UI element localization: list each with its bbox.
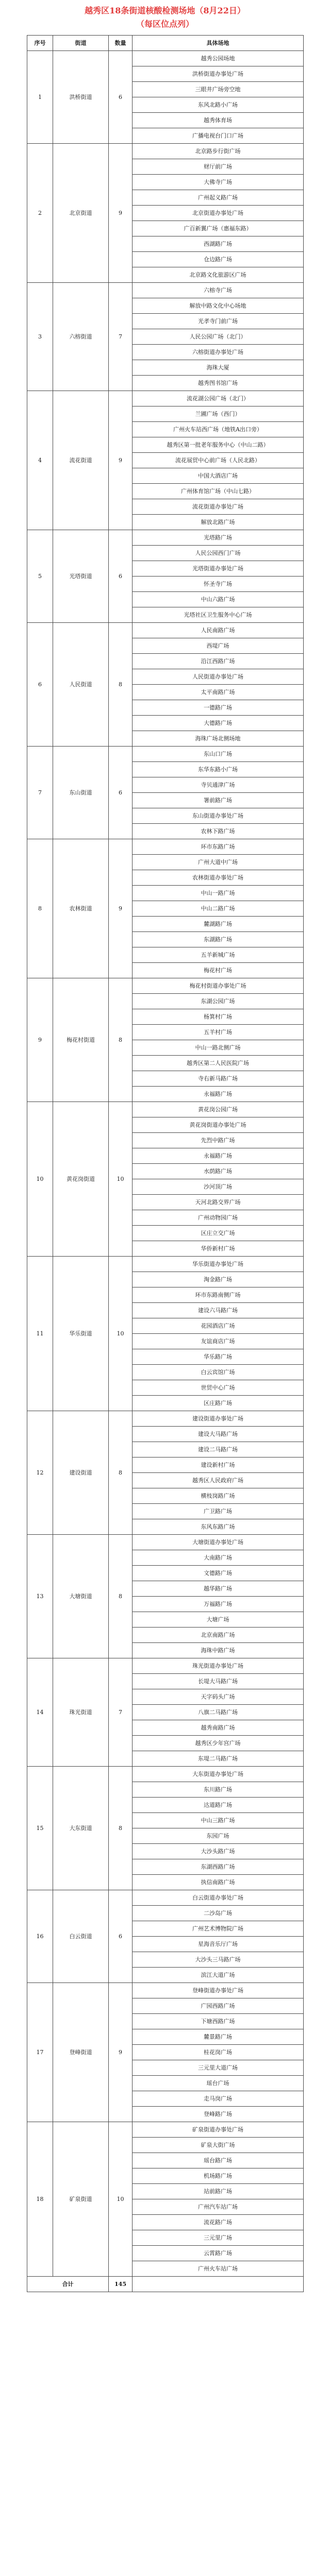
site-cell: 光塔路广场 xyxy=(133,530,304,546)
street-seq: 9 xyxy=(27,978,53,1102)
site-cell: 广州起义路广场 xyxy=(133,190,304,206)
site-cell: 光孝寺门前广场 xyxy=(133,314,304,329)
site-cell: 广州火车站西广场（地铁A出口旁） xyxy=(133,422,304,437)
total-site-cell xyxy=(133,2277,304,2292)
table-row xyxy=(27,747,304,762)
street-name: 人民街道 xyxy=(53,623,109,747)
street-site-count: 8 xyxy=(109,623,133,747)
site-cell: 执信南路广场 xyxy=(133,1875,304,1890)
site-cell: 白云宾馆广场 xyxy=(133,1365,304,1380)
site-cell: 一德路广场 xyxy=(133,700,304,716)
street-site-count: 7 xyxy=(109,283,133,391)
site-cell: 桂花岗广场 xyxy=(133,2045,304,2060)
site-cell: 流花湖公园广场（北门） xyxy=(133,391,304,406)
table-row xyxy=(27,2122,304,2138)
street-seq: 3 xyxy=(27,283,53,391)
street-seq: 11 xyxy=(27,1257,53,1411)
total-label: 合计 xyxy=(27,2277,109,2292)
site-cell: 广州大道中广场 xyxy=(133,855,304,870)
site-cell: 天字码头广场 xyxy=(133,1689,304,1705)
site-cell: 仓边路广场 xyxy=(133,252,304,267)
site-cell: 东华东路小广场 xyxy=(133,762,304,777)
table-row xyxy=(27,283,304,298)
site-cell: 梅花村街道办事处广场 xyxy=(133,978,304,994)
site-cell: 海珠广场北侧场地 xyxy=(133,731,304,747)
site-cell: 农林下路广场 xyxy=(133,824,304,839)
site-cell: 杨箕村广场 xyxy=(133,1009,304,1025)
site-cell: 瑶台广场 xyxy=(133,2076,304,2091)
site-cell: 广州动物园广场 xyxy=(133,1210,304,1226)
site-cell: 建设二马路广场 xyxy=(133,1442,304,1458)
site-cell: 人民公园广场（北门） xyxy=(133,329,304,345)
street-site-count: 10 xyxy=(109,1102,133,1257)
table-row xyxy=(27,51,304,66)
site-cell: 永福路广场 xyxy=(133,1148,304,1164)
site-cell: 兰圃广场（西门） xyxy=(133,406,304,422)
street-seq: 2 xyxy=(27,144,53,283)
site-cell: 流花街道办事处广场 xyxy=(133,499,304,515)
site-cell: 环市东路南侧广场 xyxy=(133,1287,304,1303)
site-cell: 太平南路广场 xyxy=(133,685,304,700)
table-row xyxy=(27,978,304,994)
street-seq: 6 xyxy=(27,623,53,747)
site-cell: 六榕街道办事处广场 xyxy=(133,345,304,360)
table-row xyxy=(27,1102,304,1117)
site-cell: 中山一路北侧广场 xyxy=(133,1040,304,1056)
site-cell: 寺右新马路广场 xyxy=(133,1071,304,1087)
site-cell: 水荫路广场 xyxy=(133,1164,304,1179)
site-cell: 大塘街道办事处广场 xyxy=(133,1535,304,1550)
site-cell: 建设新村广场 xyxy=(133,1458,304,1473)
street-site-count: 8 xyxy=(109,1767,133,1890)
site-cell: 文德路广场 xyxy=(133,1566,304,1581)
site-cell: 海珠大厦 xyxy=(133,360,304,376)
header-street: 街道 xyxy=(53,36,109,51)
site-cell: 广州火车站广场 xyxy=(133,2261,304,2277)
total-count: 145 xyxy=(109,2277,133,2292)
site-cell: 五羊村广场 xyxy=(133,1025,304,1040)
site-cell: 西湖路广场 xyxy=(133,236,304,252)
site-cell: 大南路广场 xyxy=(133,1550,304,1566)
page-title: 越秀区18条街道核酸检测场地（8月22日） xyxy=(85,6,245,15)
street-name: 矿泉街道 xyxy=(53,2122,109,2277)
site-cell: 淘金路广场 xyxy=(133,1272,304,1287)
site-cell: 五羊新城广场 xyxy=(133,947,304,963)
site-cell: 东堤二马路广场 xyxy=(133,1751,304,1767)
site-cell: 大塘广场 xyxy=(133,1612,304,1628)
site-cell: 洪桥街道办事处广场 xyxy=(133,66,304,82)
site-cell: 大东街道办事处广场 xyxy=(133,1767,304,1782)
site-cell: 中山二路广场 xyxy=(133,901,304,917)
street-name: 梅花村街道 xyxy=(53,978,109,1102)
table-row xyxy=(27,1535,304,1550)
site-cell: 流花展贸中心前广场（人民北路） xyxy=(133,453,304,468)
street-site-count: 9 xyxy=(109,1983,133,2122)
site-cell: 人民南路广场 xyxy=(133,623,304,638)
street-seq: 16 xyxy=(27,1890,53,1983)
street-seq: 10 xyxy=(27,1102,53,1257)
site-cell: 东川路广场 xyxy=(133,1782,304,1798)
table-body xyxy=(27,51,304,2277)
site-cell: 广园西路广场 xyxy=(133,1998,304,2014)
total-row xyxy=(27,2277,304,2292)
street-site-count: 6 xyxy=(109,530,133,623)
street-seq: 14 xyxy=(27,1658,53,1767)
site-cell: 友谊商店广场 xyxy=(133,1334,304,1349)
table-row xyxy=(27,1411,304,1427)
site-cell: 大沙头三马路广场 xyxy=(133,1952,304,1968)
header-seq: 序号 xyxy=(27,36,53,51)
street-name: 光塔街道 xyxy=(53,530,109,623)
site-cell: 登峰路广场 xyxy=(133,2107,304,2122)
site-cell: 越秀体育场 xyxy=(133,113,304,128)
site-cell: 瑶台路广场 xyxy=(133,2153,304,2168)
site-cell: 建设大马路广场 xyxy=(133,1427,304,1442)
site-cell: 署前路广场 xyxy=(133,793,304,808)
site-cell: 东湖西路广场 xyxy=(133,1859,304,1875)
site-cell: 解放北路广场 xyxy=(133,515,304,530)
street-site-count: 9 xyxy=(109,391,133,530)
site-cell: 北京路步行街广场 xyxy=(133,144,304,159)
site-cell: 北京南路广场 xyxy=(133,1628,304,1643)
site-cell: 光塔街道办事处广场 xyxy=(133,561,304,577)
site-cell: 先烈中路广场 xyxy=(133,1133,304,1148)
site-cell: 矿泉街道办事处广场 xyxy=(133,2122,304,2138)
street-site-count: 10 xyxy=(109,2122,133,2277)
street-name: 珠光街道 xyxy=(53,1658,109,1767)
site-cell: 麓景路广场 xyxy=(133,2029,304,2045)
site-cell: 越秀区第二人民医院广场 xyxy=(133,1056,304,1071)
site-cell: 三眼井广场旁空地 xyxy=(133,82,304,97)
street-name: 洪桥街道 xyxy=(53,51,109,144)
site-cell: 麓湖路广场 xyxy=(133,917,304,932)
site-cell: 横枝岗路广场 xyxy=(133,1488,304,1504)
site-cell: 三元里大道广场 xyxy=(133,2060,304,2076)
site-cell: 区庄立交广场 xyxy=(133,1226,304,1241)
street-seq: 15 xyxy=(27,1767,53,1890)
street-seq: 17 xyxy=(27,1983,53,2122)
street-site-count: 9 xyxy=(109,144,133,283)
site-cell: 达道路广场 xyxy=(133,1798,304,1813)
site-cell: 星海音乐厅广场 xyxy=(133,1937,304,1952)
street-seq: 5 xyxy=(27,530,53,623)
street-site-count: 6 xyxy=(109,1890,133,1983)
site-cell: 华乐街道办事处广场 xyxy=(133,1257,304,1272)
site-cell: 越秀区第一批老年服务中心（中山二路） xyxy=(133,437,304,453)
street-name: 大东街道 xyxy=(53,1767,109,1890)
table-container xyxy=(27,35,303,2292)
site-cell: 花园酒店广场 xyxy=(133,1318,304,1334)
table-row xyxy=(27,1658,304,1674)
site-cell: 华乐路广场 xyxy=(133,1349,304,1365)
site-cell: 东湖公园广场 xyxy=(133,994,304,1009)
street-name: 白云街道 xyxy=(53,1890,109,1983)
table-row xyxy=(27,1257,304,1272)
street-seq: 1 xyxy=(27,51,53,144)
site-cell: 八旗二马路广场 xyxy=(133,1705,304,1720)
site-cell: 农林街道办事处广场 xyxy=(133,870,304,886)
site-cell: 黄花岗公园广场 xyxy=(133,1102,304,1117)
site-cell: 永福路广场 xyxy=(133,1087,304,1102)
site-cell: 东山口广场 xyxy=(133,747,304,762)
site-cell: 怀圣寺广场 xyxy=(133,577,304,592)
street-seq: 12 xyxy=(27,1411,53,1535)
site-cell: 中山一路广场 xyxy=(133,886,304,901)
site-cell: 世贸中心广场 xyxy=(133,1380,304,1396)
site-cell: 下塘西路广场 xyxy=(133,2014,304,2029)
site-cell: 东风北路小广场 xyxy=(133,97,304,113)
site-cell: 广卫路广场 xyxy=(133,1504,304,1519)
site-cell: 六榕寺广场 xyxy=(133,283,304,298)
header-count: 数量 xyxy=(109,36,133,51)
site-cell: 机场路广场 xyxy=(133,2168,304,2184)
street-name: 东山街道 xyxy=(53,747,109,839)
page-subtitle: （每区位点列） xyxy=(136,19,194,29)
site-cell: 广百新翼广场（惠福东路） xyxy=(133,221,304,236)
site-cell: 白云街道办事处广场 xyxy=(133,1890,304,1906)
site-cell: 解放中路文化中心场地 xyxy=(133,298,304,314)
street-name: 农林街道 xyxy=(53,839,109,978)
site-cell: 建设六马路广场 xyxy=(133,1303,304,1318)
site-cell: 中山六路广场 xyxy=(133,592,304,607)
table-row xyxy=(27,144,304,159)
street-site-count: 10 xyxy=(109,1257,133,1411)
street-site-count: 7 xyxy=(109,1658,133,1767)
site-cell: 环市东路广场 xyxy=(133,839,304,855)
site-cell: 广州汽车站广场 xyxy=(133,2199,304,2215)
table-row xyxy=(27,1890,304,1906)
site-cell: 越秀南路广场 xyxy=(133,1720,304,1736)
table-row xyxy=(27,530,304,546)
site-cell: 大德路广场 xyxy=(133,716,304,731)
street-seq: 4 xyxy=(27,391,53,530)
table-row xyxy=(27,623,304,638)
street-name: 华乐街道 xyxy=(53,1257,109,1411)
street-seq: 18 xyxy=(27,2122,53,2277)
site-cell: 北京路文化旅游区广场 xyxy=(133,267,304,283)
site-cell: 三元里广场 xyxy=(133,2230,304,2246)
site-cell: 越秀区少年宫广场 xyxy=(133,1736,304,1751)
site-cell: 越华路广场 xyxy=(133,1581,304,1597)
street-name: 黄花岗街道 xyxy=(53,1102,109,1257)
street-site-count: 6 xyxy=(109,747,133,839)
site-cell: 走马岗广场 xyxy=(133,2091,304,2107)
site-cell: 广州艺术博物院广场 xyxy=(133,1921,304,1937)
site-cell: 越秀图书馆广场 xyxy=(133,376,304,391)
table-row xyxy=(27,1983,304,1998)
street-name: 登峰街道 xyxy=(53,1983,109,2122)
site-cell: 华侨新村广场 xyxy=(133,1241,304,1257)
site-cell: 大佛寺广场 xyxy=(133,175,304,190)
site-cell: 人民街道办事处广场 xyxy=(133,669,304,685)
site-cell: 大沙头路广场 xyxy=(133,1844,304,1859)
site-cell: 广播电视台门口广场 xyxy=(133,128,304,144)
title-block xyxy=(0,4,330,31)
site-cell: 西堤广场 xyxy=(133,638,304,654)
site-cell: 东湖路广场 xyxy=(133,932,304,947)
table-row xyxy=(27,839,304,855)
street-name: 六榕街道 xyxy=(53,283,109,391)
site-cell: 东山街道办事处广场 xyxy=(133,808,304,824)
header-site: 具体场地 xyxy=(133,36,304,51)
site-cell: 东园广场 xyxy=(133,1828,304,1844)
site-cell: 越秀区人民政府广场 xyxy=(133,1473,304,1488)
table-row xyxy=(27,1767,304,1782)
site-cell: 中国大酒店广场 xyxy=(133,468,304,484)
street-site-count: 9 xyxy=(109,839,133,978)
table-row xyxy=(27,391,304,406)
site-cell: 长堤大马路广场 xyxy=(133,1674,304,1689)
street-site-count: 6 xyxy=(109,51,133,144)
street-seq: 7 xyxy=(27,747,53,839)
street-name: 流花街道 xyxy=(53,391,109,530)
site-cell: 珠光街道办事处广场 xyxy=(133,1658,304,1674)
street-site-count: 8 xyxy=(109,1535,133,1658)
site-cell: 建设街道办事处广场 xyxy=(133,1411,304,1427)
street-site-count: 8 xyxy=(109,978,133,1102)
street-name: 北京街道 xyxy=(53,144,109,283)
site-cell: 滨江大道广场 xyxy=(133,1968,304,1983)
site-cell: 光塔社区卫生服务中心广场 xyxy=(133,607,304,623)
site-cell: 流花路广场 xyxy=(133,2215,304,2230)
site-cell: 中山三路广场 xyxy=(133,1813,304,1828)
site-cell: 站前路广场 xyxy=(133,2184,304,2199)
street-name: 建设街道 xyxy=(53,1411,109,1535)
site-cell: 登峰街道办事处广场 xyxy=(133,1983,304,1998)
site-cell: 天河北路交界广场 xyxy=(133,1195,304,1210)
site-cell: 广州体育馆广场（中山七路） xyxy=(133,484,304,499)
site-cell: 矿泉大街广场 xyxy=(133,2138,304,2153)
site-cell: 海珠中路广场 xyxy=(133,1643,304,1658)
street-site-count: 8 xyxy=(109,1411,133,1535)
site-cell: 沿江西路广场 xyxy=(133,654,304,669)
testing-sites-table xyxy=(27,35,304,2292)
site-cell: 寺贝通津广场 xyxy=(133,777,304,793)
site-cell: 黄花岗街道办事处广场 xyxy=(133,1117,304,1133)
site-cell: 财厅前广场 xyxy=(133,159,304,175)
site-cell: 二沙岛广场 xyxy=(133,1906,304,1921)
site-cell: 区庄路广场 xyxy=(133,1396,304,1411)
table-header-row xyxy=(27,36,304,51)
site-cell: 云霄路广场 xyxy=(133,2246,304,2261)
site-cell: 北京街道办事处广场 xyxy=(133,206,304,221)
street-name: 大塘街道 xyxy=(53,1535,109,1658)
site-cell: 越秀公园场地 xyxy=(133,51,304,66)
site-cell: 万福路广场 xyxy=(133,1597,304,1612)
street-seq: 13 xyxy=(27,1535,53,1658)
site-cell: 沙河顶广场 xyxy=(133,1179,304,1195)
site-cell: 东风东路广场 xyxy=(133,1519,304,1535)
site-cell: 人民公园西门广场 xyxy=(133,546,304,561)
site-cell: 梅花村广场 xyxy=(133,963,304,978)
street-seq: 8 xyxy=(27,839,53,978)
